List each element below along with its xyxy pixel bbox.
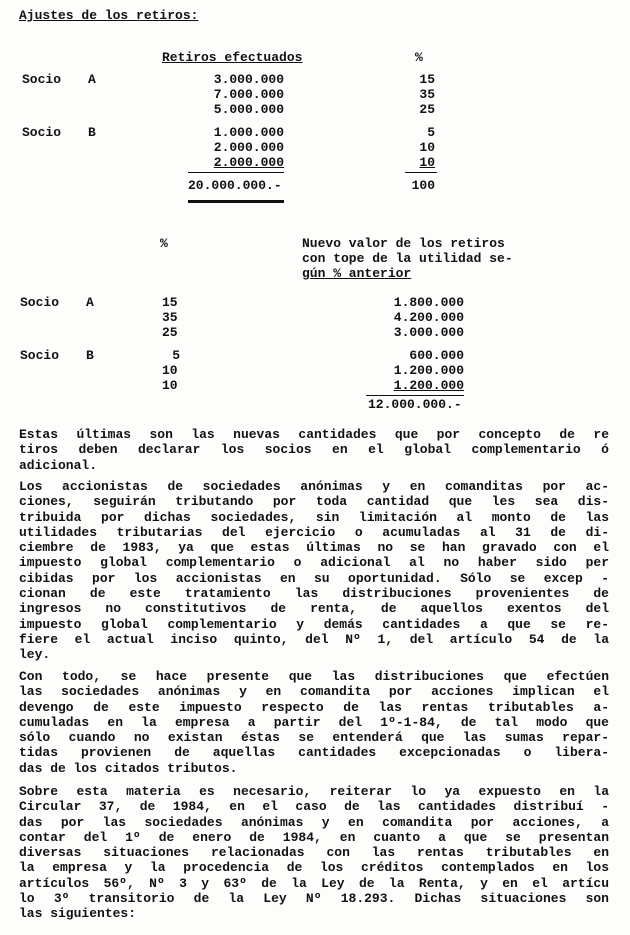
t1-amount-b2: 2.000.000 (213, 140, 284, 155)
t1-amount-a1: 3.000.000 (213, 72, 284, 87)
paragraph-line: cionan de este tratamiento las distribuciones provenientes de (19, 586, 609, 602)
paragraph-line: sólo cuando no existan éstas se entenderá que las sumas repar- (19, 730, 609, 746)
t1-amount-rule (188, 172, 284, 173)
paragraph-line: ingresos no constitutivos de renta, de aquellos exentos del (19, 601, 609, 617)
socio-a-label: Socio (22, 72, 62, 87)
paragraph-line: Estas últimas son las nuevas cantidades que por concepto de re (19, 427, 609, 442)
t1-amount-a2: 7.000.000 (213, 87, 284, 102)
t1-amount-b3: 2.000.000 (213, 155, 284, 170)
paragraph-line: artículos 56º, Nº 3 y 63º de la Ley de la Renta, y en el artícu (19, 875, 609, 891)
t2-col-header-line3: gún % anterior (302, 266, 412, 281)
t2-pct-a3: 25 (162, 325, 178, 340)
t2-amount-rule (366, 395, 464, 396)
col-header-retiros: Retiros efectuados (162, 50, 303, 65)
t2-amount-b1: 600.000 (409, 348, 464, 363)
t2-amount-a2: 4.200.000 (393, 310, 464, 325)
socio-a-letter: A (88, 72, 96, 87)
t2-col-header-pct: % (160, 236, 168, 251)
paragraph-line: las siguientes: (19, 906, 137, 922)
paragraph-line: diversas situaciones relacionadas con las rentas tributables en (19, 845, 609, 861)
t2-socio-a-letter: A (86, 295, 94, 310)
t1-pct-b2: 10 (419, 140, 435, 155)
t2-col-header-line1: Nuevo valor de los retiros (302, 236, 505, 251)
paragraph-line: ciembre de 1983, ya que estas últimas no se han gravado con el (19, 540, 609, 556)
t2-pct-a2: 35 (162, 310, 178, 325)
t2-amount-b2: 1.200.000 (393, 363, 464, 378)
paragraph-line: ciones, seguirán tributando por toda cantidad que les sea dis- (19, 494, 609, 510)
paragraph-line: Sobre esta materia es necesario, reiterar lo ya expuesto en la (19, 784, 609, 799)
t1-amount-a3: 5.000.000 (213, 102, 284, 117)
paragraph-line: adicional. (19, 457, 98, 473)
paragraph-line: Los accionistas de sociedades anónimas y en comanditas por ac- (19, 479, 609, 494)
paragraph-line: contar del 1º de enero de 1984, en cuanto a que se presentan (19, 829, 609, 845)
t2-pct-b3: 10 (162, 378, 178, 393)
paragraph-line: tiros deben declarar los socios en el global complementario ó (19, 442, 609, 458)
paragraph-3 (19, 669, 609, 776)
paragraph-line: das de los citados tributos. (19, 760, 238, 776)
paragraph-4 (19, 784, 609, 922)
paragraph-line: das por las sociedades anónimas y en comandita por acciones, a (19, 814, 609, 830)
t1-pct-b1: 5 (427, 125, 435, 140)
t1-total-amount: 20.000.000.- (188, 178, 282, 193)
paragraph-line: tribuida por dichas sociedades, sin limitación al monto de las (19, 509, 609, 525)
t1-pct-rule (405, 172, 437, 173)
section-heading: Ajustes de los retiros: (19, 8, 199, 23)
t1-pct-a1: 15 (419, 72, 435, 87)
paragraph-line: devengo de este impuesto respecto de las rentas tributables a- (19, 699, 609, 715)
t2-amount-a3: 3.000.000 (393, 325, 464, 340)
t1-amount-b1: 1.000.000 (213, 125, 284, 140)
paragraph-line: impuesto global complementario y demás cantidades a que se re- (19, 616, 609, 632)
paragraph-line: ley. (19, 647, 51, 663)
socio-b-label: Socio (22, 125, 62, 140)
t2-socio-a-label: Socio (20, 295, 60, 310)
paragraph-line: impuesto global complementario o adicional al no haber sido per (19, 555, 609, 571)
t1-pct-a2: 35 (419, 87, 435, 102)
t2-col-header-line2: con tope de la utilidad se- (302, 251, 513, 266)
socio-b-letter: B (88, 125, 96, 140)
t1-total-pct: 100 (411, 178, 435, 193)
t2-amount-b3: 1.200.000 (393, 378, 464, 393)
paragraph-line: cumuladas en la empresa a partir del 1º-1-84, de tal modo que (19, 714, 609, 730)
paragraph-line: las sociedades anónimas y en comandita por acciones implican el (19, 684, 609, 700)
paragraph-2 (19, 479, 609, 663)
paragraph-line: la empresa y la procedencia de los créditos contemplados en los (19, 860, 609, 876)
paragraph-1 (19, 427, 609, 473)
paragraph-line: cibidas por los accionistas en su oportunidad. Sólo se excep - (19, 570, 609, 586)
t2-socio-b-letter: B (86, 348, 94, 363)
paragraph-line: utilidades tributarias del ejercicio o acumuladas al 31 de di- (19, 524, 609, 540)
t2-total-amount: 12.000.000.- (368, 397, 462, 412)
t2-socio-b-label: Socio (20, 348, 60, 363)
paragraph-line: Con todo, se hace presente que las distribuciones que efectúen (19, 669, 609, 684)
paragraph-line: Circular 37, de 1984, en el caso de las cantidades distribuí - (19, 799, 609, 815)
t1-pct-b3: 10 (419, 155, 435, 170)
t2-pct-a1: 15 (162, 295, 178, 310)
t2-pct-b2: 10 (162, 363, 178, 378)
paragraph-line: fiere el actual inciso quinto, del Nº 1, del artículo 54 de la (19, 631, 609, 647)
t2-pct-b1: 5 (172, 348, 180, 363)
col-header-pct: % (415, 50, 423, 65)
t2-amount-a1: 1.800.000 (393, 295, 464, 310)
t1-pct-a3: 25 (419, 102, 435, 117)
paragraph-line: tidas provienen de aquellas cantidades excepcionadas o libera- (19, 745, 609, 761)
paragraph-line: lo 3º transitorio de la Ley Nº 18.293. Dichas situaciones son (19, 891, 609, 907)
t1-total-double-rule (188, 200, 284, 203)
